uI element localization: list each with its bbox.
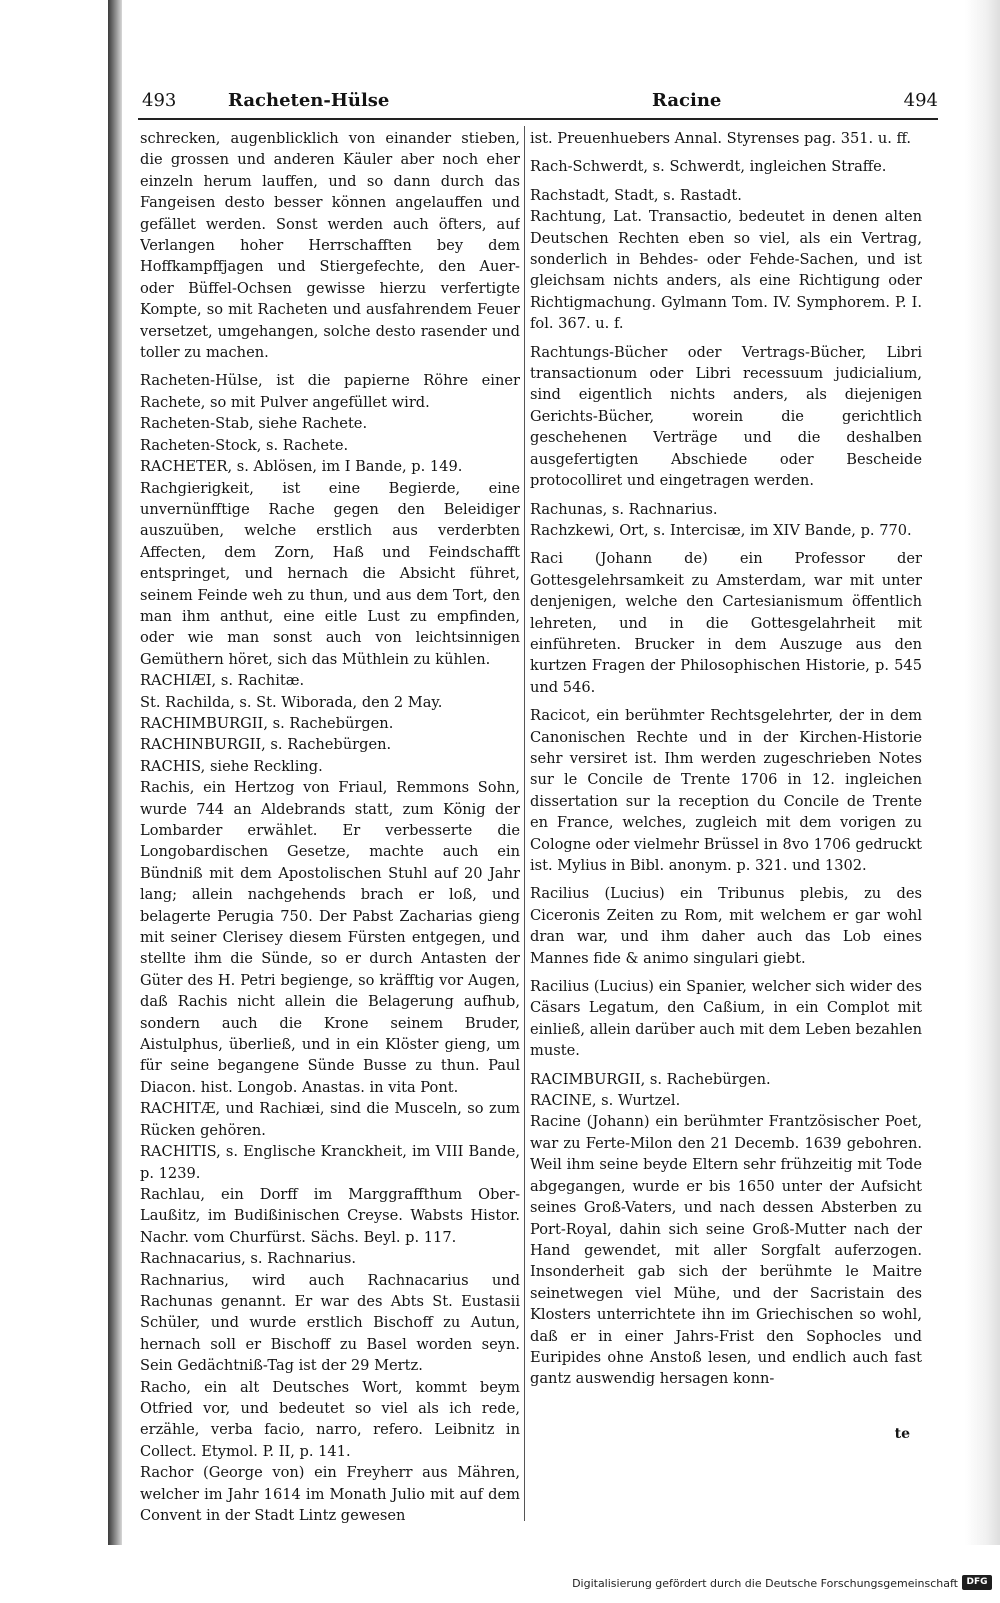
entry-paragraph: RACHIS, siehe Reckling.	[140, 757, 323, 775]
entry-paragraph: Racicot, ein berühmter Rechtsgelehrter, der in dem Canonischen Rechte und in der Kirchen-Historie sehr versiret ist. Ihm werden zugeschrieben Notes sur le Concile de Trente 1706 in 12. ingleichen dissertation sur la reception du Concile de Trente en France, welches, zugleich mit dem vorigen zu Cologne oder vielmehr Brüssel in 8vo 1706 gedruckt ist. Mylius in Bibl. anonym. p. 321. und 1302.	[530, 707, 922, 874]
entry-paragraph: Racilius (Lucius) ein Spanier, welcher sich wider des Cäsars Legatum, den Caßium, in ein Complot mit einließ, allein darüber auch mit dem Leben bezahlen muste.	[530, 978, 922, 1060]
entry-paragraph: Racho, ein alt Deutsches Wort, kommt beym Otfried vor, und bedeutet so viel als ich rede, erzähle, verba facio, narro, refero. Leibnitz in Collect. Etymol. P. II, p. 141.	[140, 1378, 520, 1460]
entry-paragraph: RACHITIS, s. Englische Kranckheit, im VIII Bande, p. 1239.	[140, 1143, 520, 1182]
column-divider	[524, 126, 525, 1521]
entry-paragraph: Rachtung, Lat. Transactio, bedeutet in denen alten Deutschen Rechten eben so viel, als ein Vertrag, sonderlich in Behdes- oder Fehde-Sachen, und ist gleichsam nichts anders, als eine Richtigung oder Richtigmachung. Gylmann Tom. IV. Symphorem. P. I. fol. 367. u. f.	[530, 208, 922, 333]
left-column	[140, 128, 520, 1523]
right-column	[530, 128, 922, 1523]
entry-paragraph: RACHITÆ, und Rachiæi, sind die Musceln, so zum Rücken gehören.	[140, 1100, 520, 1139]
entry-paragraph: RACIMBURGII, s. Rachebürgen.	[530, 1070, 771, 1088]
entry-paragraph: RACHIÆI, s. Rachitæ.	[140, 672, 305, 690]
entry-paragraph: Rachgierigkeit, ist eine Begierde, eine unvernünfftige Rache gegen den Beleidiger auszuüben, welche erstlich aus verderbten Affecten, dem Zorn, Haß und Feindschafft entspringet, und hernach die Absicht führet, seinem Feinde weh zu thun, und aus dem Tort, den man ihm anthut, eine eitle Lust zu empfinden, oder wie man sonst auch von leichtsinnigen Gemüthern höret, sich das Müthlein zu kühlen.	[140, 479, 520, 668]
entry-paragraph: Racilius (Lucius) ein Tribunus plebis, zu des Ciceronis Zeiten zu Rom, mit welchem er gar wohl dran war, und ihm daher auch das Lob eines Mannes fide & animo singulari giebt.	[530, 885, 922, 967]
scan-binding-shadow	[108, 0, 122, 1545]
entry-paragraph: ist. Preuenhuebers Annal. Styrenses pag. 351. u. ff.	[530, 130, 911, 147]
entry-paragraph: RACHETER, s. Ablösen, im I Bande, p. 149.	[140, 458, 463, 476]
catchword: te	[894, 1426, 910, 1442]
entry-paragraph: Raci (Johann de) ein Professor der Gottesgelehrsamkeit zu Amsterdam, war mit unter denjenigen, welche den Cartesianismum öffentlich lehreten, und in die Gottesgelahrheit mit einführeten. Brucker in dem Auszuge aus den kurtzen Fragen der Philosophischen Historie, p. 545 und 546.	[530, 550, 922, 696]
running-title-right: Racine	[652, 90, 722, 111]
entry-paragraph: Racheten-Hülse, ist die papierne Röhre einer Rachete, so mit Pulver angefüllet wird.	[140, 372, 520, 411]
entry-paragraph: Rachnacarius, s. Rachnarius.	[140, 1250, 357, 1268]
entry-paragraph: Rachnarius, wird auch Rachnacarius und Rachunas genannt. Er war des Abts St. Eustasii Schüler, und wurde erstlich Bischoff zu Autun, hernach soll er Bischoff zu Basel worden seyn. Sein Gedächtniß-Tag ist der 29 Mertz.	[140, 1271, 520, 1375]
entry-paragraph: RACINE, s. Wurtzel.	[530, 1092, 681, 1110]
scan-edge-shadow	[965, 0, 1000, 1545]
entry-paragraph: Racine (Johann) ein berühmter Frantzösischer Poet, war zu Ferte-Milon den 21 Decemb. 1639 gebohren. Weil ihm seine beyde Eltern sehr frühzeitig mit Tode abgegangen, wurde er bis 1650 unter der Aufsicht seines Groß-Vaters, und nach dessen Absterben zu Port-Royal, dahin sich seine Groß-Mutter nach der Hand gewendet, mit aller Sorgfalt auferzogen. Insonderheit gab sich der berühmte le Maitre seinetwegen viel Mühe, und der Sacristain des Klosters unterrichtete ihn im Griechischen so wohl, daß er in einer Jahrs-Frist den Sophocles und Euripides ohne Anstoß lesen, und endlich auch fast gantz auswendig hersagen konn-	[530, 1113, 922, 1388]
entry-paragraph: Racheten-Stab, siehe Rachete.	[140, 415, 368, 433]
entry-paragraph: schrecken, augenblicklich von einander stieben, die grossen und anderen Käuler aber noch eher einzeln herum lauffen, und so dann durch das Fangeisen desto besser können angelauffen und gefället werden. Sonst werden auch öfters, auf Verlangen hoher Herrschafften bey dem Hoffkampffjagen und Stiergefechte, den Auer- oder Büffel-Ochsen gewisse hierzu verfertigte Kompte, so mit Racheten und ausfahrendem Feuer versetzet, umgehangen, solche desto rasender und toller zu machen.	[140, 130, 520, 362]
footer-bar	[0, 1548, 1000, 1603]
entry-paragraph: Racheten-Stock, s. Rachete.	[140, 436, 349, 454]
entry-paragraph: Rachstadt, Stadt, s. Rastadt.	[530, 186, 742, 204]
entry-paragraph: St. Rachilda, s. St. Wiborada, den 2 May.	[140, 693, 443, 711]
entry-paragraph: Rachunas, s. Rachnarius.	[530, 500, 718, 518]
entry-paragraph: RACHIMBURGII, s. Rachebürgen.	[140, 714, 394, 732]
page-number-left: 493	[142, 90, 177, 111]
running-title-left: Racheten-Hülse	[228, 90, 390, 111]
entry-paragraph: Rachis, ein Hertzog von Friaul, Remmons Sohn, wurde 744 an Aldebrands statt, zum König der Lombarder erwählet. Er verbesserte die Longobardischen Gesetze, machte auch ein Bündniß mit dem Apostolischen Stuhl auf 20 Jahr lang; allein nachgehends brach er loß, und belagerte Perugia 750. Der Pabst Zacharias gieng mit seiner Clerisey diesem Fürsten entgegen, und stellte ihm die Sünde, so er durch Antasten der Güter des H. Petri begienge, so kräfftig vor Augen, daß Rachis nicht allein die Belagerung aufhub, sondern auch die Krone seinem Bruder, Aistulphus, überließ, und in ein Klöster gieng, um für seine begangene Sünde Busse zu thun. Paul Diacon. hist. Longob. Anastas. in vita Pont.	[140, 779, 520, 1096]
entry-paragraph: Rach-Schwerdt, s. Schwerdt, ingleichen Straffe.	[530, 158, 887, 176]
header-rule	[138, 118, 938, 120]
dfg-logo: DFG	[962, 1575, 992, 1590]
document-page	[124, 78, 942, 1548]
entry-paragraph: Rachtungs-Bücher oder Vertrags-Bücher, Libri transactionum oder Libri recessuum judicialium, sind eigentlich nichts anders, als diejenigen Gerichts-Bücher, worein die gerichtlich geschehenen Verträge und die deshalben ausgefertigten Abschiede oder Bescheide protocolliret und eingetragen werden.	[530, 343, 922, 490]
entry-paragraph: Rachzkewi, Ort, s. Intercisæ, im XIV Bande, p. 770.	[530, 521, 912, 539]
entry-paragraph: Rachlau, ein Dorff im Marggraffthum Ober-Laußitz, im Budißinischen Creyse. Wabsts Histor. Nachr. vom Churfürst. Sächs. Beyl. p. 117.	[140, 1185, 520, 1246]
entry-paragraph: Rachor (George von) ein Freyherr aus Mähren, welcher im Jahr 1614 im Monath Julio mit auf dem Convent in der Stadt Lintz gewesen	[140, 1464, 520, 1523]
entry-paragraph: RACHINBURGII, s. Rachebürgen.	[140, 736, 392, 754]
page-number-right: 494	[903, 90, 938, 111]
funding-credit: Digitalisierung gefördert durch die Deutsche Forschungsgemeinschaft	[572, 1577, 958, 1590]
